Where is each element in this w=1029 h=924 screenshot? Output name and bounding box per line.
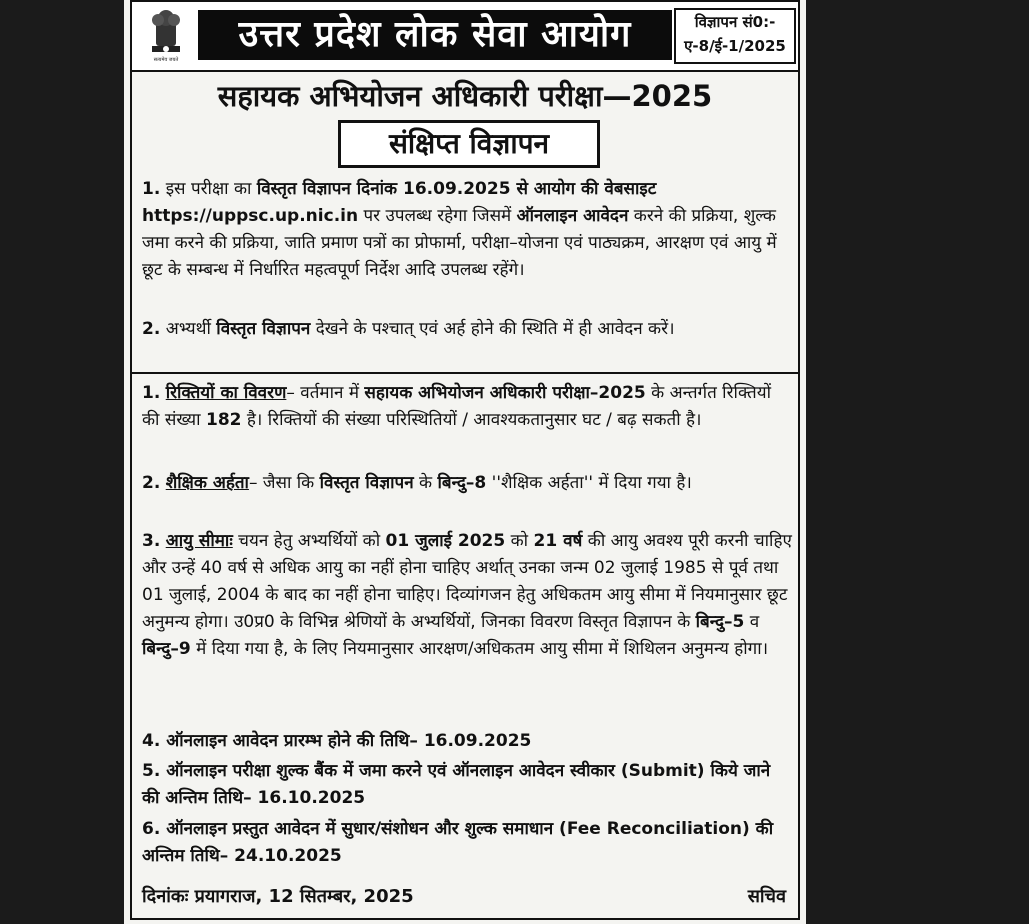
- exam-title: सहायक अभियोजन अधिकारी परीक्षा—2025: [217, 79, 713, 113]
- age-limit: 3. आयु सीमाः चयन हेतु अभ्यर्थियों को 01 जुलाई 2025 को 21 वर्ष की आयु अवश्य पूरी करनी चाहिए और उन्हें 40 वर्ष से अधिक आयु का नहीं होना चाहिए अर्थात् उनका जन्म 02 जुलाई 1985 से पूर्व तथा 01 जुलाई, 2004 के बाद का नहीं होना चाहिए। दिव्यांगजन हेतु अधिकतम आयु सीमा में नियमानुसार छूट अनुमन्य होगा। उ0प्र0 के विभिन्न श्रेणियों के अभ्यर्थियों, जिनका विवरण विस्तृत विज्ञापन के बिन्दु–5 व बिन्दु–9 में दिया गया है, के लिए नियमानुसार आरक्षण/अधिकतम आयु सीमा में शिथिलन अनुमन्य होगा।: [142, 531, 792, 659]
- date-place: दिनांकः प्रयागराज, 12 सितम्बर, 2025: [142, 886, 414, 907]
- vacancy-heading: रिक्तियों का विवरण: [165, 383, 287, 403]
- advertisement-label: विज्ञापन सं0:-: [694, 13, 776, 31]
- application-start-date: 4. ऑनलाइन आवेदन प्रारम्भ होने की तिथि– 16.09.2025: [142, 731, 532, 751]
- footer: [142, 884, 792, 908]
- vacancy-count: 182: [205, 410, 242, 430]
- advertisement-number-box: [674, 8, 796, 64]
- signatory: सचिव: [747, 886, 786, 907]
- qualification-heading: शैक्षिक अर्हता: [165, 473, 249, 493]
- point-number: 1.: [142, 179, 161, 199]
- emblem-caption: सत्यमेव जयते: [153, 57, 179, 63]
- point-number: 2.: [142, 319, 161, 339]
- website-link[interactable]: https://uppsc.up.nic.in: [142, 206, 359, 226]
- advertisement-number: ए-8/ई-1/2025: [684, 37, 786, 55]
- educational-qualification: 2. शैक्षिक अर्हता– जैसा कि विस्तृत विज्ञापन के बिन्दु–8 ''शैक्षिक अर्हता'' में दिया गया है।: [142, 473, 692, 493]
- general-point-2: 2. अभ्यर्थी विस्तृत विज्ञापन देखने के पश्चात् एवं अर्ह होने की स्थिति में ही आवेदन करें।: [142, 319, 675, 339]
- point-number: 2.: [142, 473, 161, 493]
- point-number: 4.: [142, 731, 161, 751]
- point-number: 3.: [142, 531, 161, 551]
- fee-submission-deadline: 5. ऑनलाइन परीक्षा शुल्क बैंक में जमा करने एवं ऑनलाइन आवेदन स्वीकार (Submit) किये जाने की अन्तिम तिथि– 16.10.2025: [142, 761, 771, 808]
- advertisement-border: [130, 0, 800, 920]
- general-instructions-section: [132, 174, 798, 374]
- correction-deadline: 6. ऑनलाइन प्रस्तुत आवेदन में सुधार/संशोधन और शुल्क समाधान (Fee Reconciliation) की अन्तिम तिथि– 24.10.2025: [142, 819, 774, 866]
- point-number: 1.: [142, 383, 161, 403]
- general-point-1: 1. इस परीक्षा का विस्तृत विज्ञापन दिनांक 16.09.2025 से आयोग की वेबसाइट https://uppsc.up.nic.in पर उपलब्ध रहेगा जिसमें ऑनलाइन आवेदन करने की प्रक्रिया, शुल्क जमा करने की प्रक्रिया, जाति प्रमाण पत्रों का प्रोफार्मा, परीक्षा–योजना एवं पाठ्यक्रम, आरक्षण एवं आयु में छूट के सम्बन्ध में निर्धारित महत्वपूर्ण निर्देश आदि उपलब्ध रहेंगे।: [142, 179, 777, 280]
- short-advertisement-heading: संक्षिप्त विज्ञापन: [338, 120, 600, 168]
- point-number: 6.: [142, 819, 161, 839]
- header-band: [132, 2, 798, 72]
- vacancy-details: 1. रिक्तियों का विवरण– वर्तमान में सहायक अभियोजन अधिकारी परीक्षा–2025 के अन्तर्गत रिक्तियों की संख्या 182 है। रिक्तियों की संख्या परिस्थितियों / आवश्यकतानुसार घट / बढ़ सकती है।: [142, 383, 772, 430]
- point-number: 5.: [142, 761, 161, 781]
- advertisement-sheet: [124, 0, 806, 924]
- age-limit-heading: आयु सीमाः: [165, 531, 233, 551]
- details-section: [132, 374, 798, 922]
- commission-name: उत्तर प्रदेश लोक सेवा आयोग: [198, 10, 672, 60]
- state-emblem-icon: [140, 6, 192, 64]
